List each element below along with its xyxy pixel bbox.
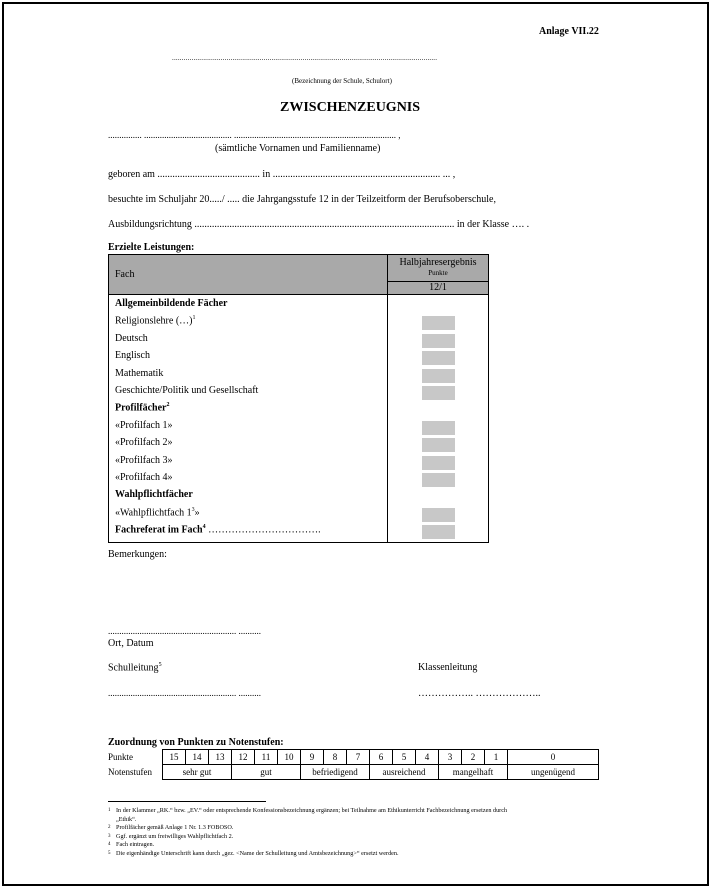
- footnotes: [108, 807, 608, 859]
- points-cell: 8: [324, 750, 347, 765]
- name-caption: (sämtliche Vornamen und Familienname): [215, 143, 381, 154]
- grade-input-box[interactable]: [422, 508, 455, 522]
- grade-cell: ungenügend: [508, 765, 599, 780]
- footnote-ref: 4: [202, 524, 206, 531]
- subject-row: [115, 333, 148, 344]
- grade-input-box[interactable]: [422, 456, 455, 470]
- school-caption: (Bezeichnung der Schule, Schulort): [292, 77, 392, 85]
- subject-row: [115, 437, 173, 448]
- grades-table: [108, 254, 489, 543]
- footnote-text: Fach eintragen.: [116, 841, 155, 849]
- subject-label: Geschichte/Politik und Gesellschaft: [115, 385, 259, 396]
- grade-input-box[interactable]: [422, 438, 455, 452]
- mapping-heading: Zuordnung von Punkten zu Notenstufen:: [108, 737, 284, 748]
- grade-input-box[interactable]: [422, 316, 455, 330]
- points-cell: 9: [301, 750, 324, 765]
- subject-row: [115, 315, 195, 326]
- subject-label: «Profilfach 2»: [115, 437, 173, 449]
- subject-row: [115, 455, 173, 466]
- footnote-number: 3: [108, 833, 111, 839]
- points-cell: 2: [462, 750, 485, 765]
- col-result: Halbjahresergebnis: [399, 257, 477, 268]
- footnote-number: 1: [108, 808, 111, 813]
- col-term: 12/1: [429, 282, 447, 293]
- grade-input-box[interactable]: [422, 369, 455, 383]
- class-mgmt-label: Klassenleitung: [418, 662, 478, 673]
- points-cell: 6: [370, 750, 393, 765]
- born-line[interactable]: geboren am ......................................... in ................................................................... ... ,: [108, 169, 456, 180]
- footnote-ref: 1: [192, 315, 196, 322]
- footnote: [108, 824, 608, 833]
- footnote-ref: 2: [166, 402, 170, 409]
- footnote-text: „Ethik“.: [116, 815, 137, 823]
- subject-tail: …………………………….: [205, 524, 321, 536]
- school-line[interactable]: ........................................................................................................................................: [172, 54, 438, 62]
- results-heading: Erzielte Leistungen:: [108, 242, 195, 253]
- column-divider: [387, 255, 388, 542]
- subject-row: [115, 402, 169, 413]
- subject-label: «Profilfach 4»: [115, 472, 173, 483]
- annex-label: Anlage VII.22: [539, 26, 599, 37]
- points-cell: 1: [485, 750, 508, 765]
- remarks-field[interactable]: [108, 562, 608, 622]
- points-cell: 13: [209, 750, 232, 765]
- class-mgmt-signature[interactable]: …………….. ………………..: [418, 688, 541, 699]
- subject-row: [115, 507, 200, 518]
- points-cell: 12: [232, 750, 255, 765]
- subject-label: Profilfächer: [115, 402, 167, 414]
- subject-row: [115, 489, 193, 500]
- school-mgmt-signature[interactable]: ......................................................... ..........: [108, 688, 261, 698]
- grade-cell: ausreichend: [370, 765, 439, 780]
- grade-input-box[interactable]: [422, 525, 455, 539]
- grade-input-box[interactable]: [422, 421, 455, 435]
- subject-label: Wahlpflichtfächer: [115, 489, 193, 501]
- footnote-text: In der Klammer „RK.“ bzw. „EV.“ oder entsprechende Konfessionsbezeichnung ergänzen; bei Teilnahme am Ethikunterricht Fachbezeichnung ersetzen durch: [116, 807, 508, 814]
- subject-label: «Wahlpflichtfach 1: [115, 507, 192, 519]
- training-line[interactable]: Ausbildungsrichtung ........................................................................................................ in der Klasse …. .: [108, 219, 530, 230]
- school-mgmt-label: [108, 662, 162, 673]
- points-cell: 14: [186, 750, 209, 765]
- page-title: ZWISCHENZEUGNIS: [280, 100, 421, 115]
- points-cell: 5: [393, 750, 416, 765]
- subject-row: [115, 472, 173, 483]
- subject-row: [115, 298, 228, 309]
- footnote: [108, 807, 608, 816]
- subject-row: [115, 350, 150, 361]
- subject-tail: »: [194, 507, 200, 519]
- subject-label: Allgemeinbildende Fächer: [115, 298, 228, 309]
- subject-row: [115, 368, 163, 379]
- points-cell: 11: [255, 750, 278, 765]
- footnote-rule: [108, 801, 266, 802]
- footnote: [108, 816, 608, 825]
- grade-input-box[interactable]: [422, 351, 455, 365]
- points-grades-table: [108, 749, 599, 780]
- footnote-text: Profilfächer gemäß Anlage 1 Nr. 1.3 FOBOSO.: [116, 824, 234, 832]
- grade-cell: befriedigend: [301, 765, 370, 780]
- points-cell: 4: [416, 750, 439, 765]
- points-label: Punkte: [108, 752, 134, 762]
- name-line[interactable]: ............... ....................................... ........................................................................ ,: [108, 130, 401, 140]
- footnote-ref: 3: [191, 506, 195, 513]
- footnote: [108, 833, 608, 842]
- points-cell: 3: [439, 750, 462, 765]
- grade-cell: gut: [232, 765, 301, 780]
- footnote-number: 2: [108, 825, 111, 831]
- subject-row: [115, 420, 173, 431]
- points-cell: 10: [278, 750, 301, 765]
- subject-label: Deutsch: [115, 332, 148, 344]
- grade-cell: sehr gut: [163, 765, 232, 780]
- footnote-number: 4: [108, 842, 111, 848]
- col-unit: Punkte: [428, 269, 448, 277]
- attended-line[interactable]: besuchte im Schuljahr 20...../ ..... die Jahrgangsstufe 12 in der Teilzeitform der Berufsoberschule,: [108, 194, 496, 205]
- subject-label: «Profilfach 1»: [115, 419, 173, 431]
- subject-label: «Profilfach 3»: [115, 454, 173, 466]
- col-subject: Fach: [115, 269, 135, 280]
- subject-label: Fachreferat im Fach: [115, 524, 203, 536]
- subject-label: Mathematik: [115, 367, 164, 379]
- subject-label: Englisch: [115, 350, 150, 362]
- points-cell: 0: [508, 750, 599, 765]
- grades-row: [108, 765, 599, 780]
- footnote-text: Die eigenhändige Unterschrift kann durch „gez. <Name der Schulleitung und Amtsbezeichnung>“ ersetzt werden.: [116, 849, 399, 857]
- subject-label: Religionslehre (…): [115, 315, 193, 327]
- points-cell: 7: [347, 750, 370, 765]
- remarks-label: Bemerkungen:: [108, 549, 167, 560]
- points-row: [108, 750, 599, 765]
- school-mgmt-footnote-ref: 5: [158, 662, 162, 668]
- subject-row: [115, 524, 321, 535]
- grade-input-box[interactable]: [422, 334, 455, 348]
- footnote: [108, 850, 608, 859]
- points-cell: 15: [163, 750, 186, 765]
- place-date-label: Ort, Datum: [108, 638, 154, 649]
- footnote-number: 5: [108, 850, 111, 856]
- footnote: [108, 841, 608, 850]
- grades-label: Notenstufen: [108, 767, 152, 777]
- grade-input-box[interactable]: [422, 386, 455, 400]
- footnote-text: Ggf. ergänzt um freiwilliges Wahlpflichtfach 2.: [116, 832, 234, 840]
- grade-cell: mangelhaft: [439, 765, 508, 780]
- subject-row: [115, 385, 258, 396]
- grade-input-box[interactable]: [422, 473, 455, 487]
- school-mgmt-text: Schulleitung: [108, 662, 159, 674]
- place-date-line[interactable]: ......................................................... ..........: [108, 626, 261, 636]
